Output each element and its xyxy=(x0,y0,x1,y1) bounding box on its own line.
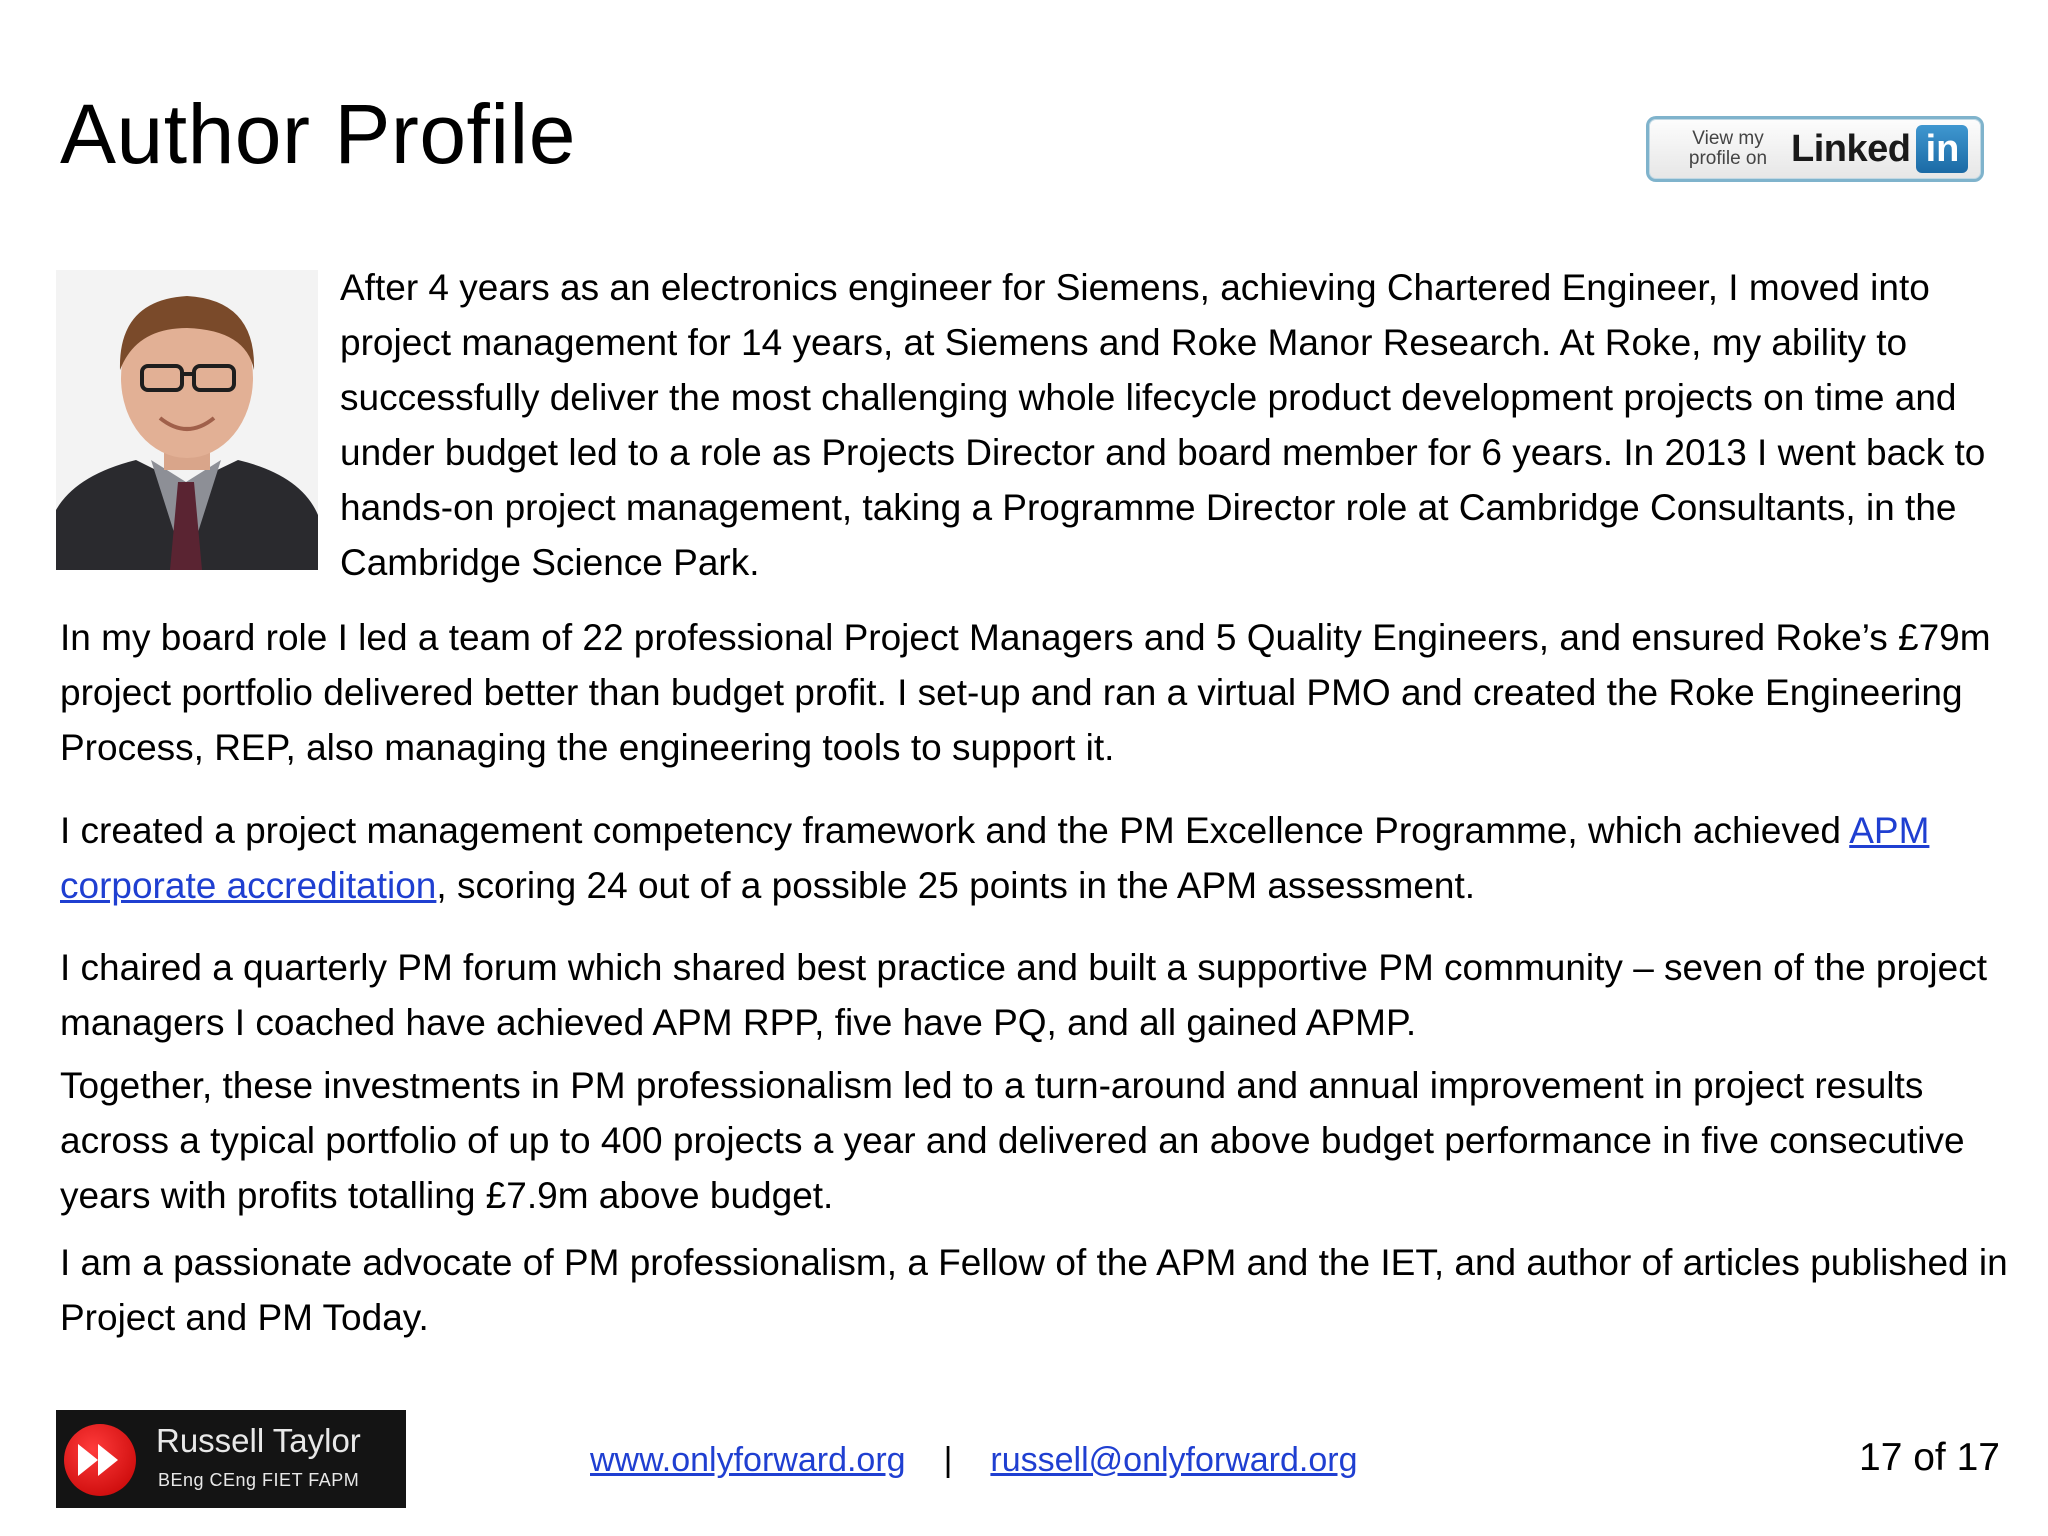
linkedin-caption xyxy=(1673,129,1783,169)
apm-accreditation-link[interactable]: APM corporate accreditation xyxy=(60,810,1930,906)
linkedin-wordmark: Linked xyxy=(1791,127,1911,170)
investments-paragraph xyxy=(60,1058,2020,1223)
page-number: 17 of 17 xyxy=(1859,1436,2000,1479)
competency-text-start: I created a project management competency framework and the PM Excellence Programme, which achieved xyxy=(60,810,1850,851)
author-portrait-image xyxy=(56,270,318,570)
pm-forum-paragraph xyxy=(60,940,2040,1050)
page-title: Author Profile xyxy=(60,87,576,181)
pm-forum-text: I chaired a quarterly PM forum which shared best practice and built a supportive PM community – seven of the project managers I coached have achieved APM RPP, five have PQ, and all gained APMP. xyxy=(60,947,1987,1043)
board-role-paragraph xyxy=(60,610,2020,775)
linkedin-caption-line-1: View my xyxy=(1692,128,1764,149)
logo-credentials: BEng CEng FIET FAPM xyxy=(158,1470,360,1490)
investments-text: Together, these investments in PM professionalism led to a turn-around and annual improvement in project results across a typical portfolio of up to 400 projects a year and delivered an above budget performance in five consecutive years with profits totalling £7.9m above budget. xyxy=(60,1065,1965,1216)
board-role-text: In my board role I led a team of 22 professional Project Managers and 5 Quality Engineers, and ensured Roke’s £79m project portfolio delivered better than budget profit. I set-up and ran a virtual PMO and created the Roke Engineering Process, REP, also managing the engineering tools to support it. xyxy=(60,617,1991,768)
email-link[interactable]: russell@onlyforward.org xyxy=(990,1441,1358,1479)
advocate-paragraph xyxy=(60,1235,2020,1345)
competency-text xyxy=(60,803,2020,913)
linkedin-icon: in xyxy=(1916,125,1968,173)
author-photo xyxy=(56,270,318,570)
competency-paragraph xyxy=(60,803,2020,913)
website-link[interactable]: www.onlyforward.org xyxy=(590,1441,906,1479)
footer-links xyxy=(590,1441,1358,1480)
fast-forward-icon xyxy=(64,1424,136,1496)
intro-text: After 4 years as an electronics engineer for Siemens, achieving Chartered Engineer, I moved into project management for 14 years, at Siemens and Roke Manor Research. At Roke, my ability to successfully deliver the most challenging whole lifecycle product development projects on time and under budget led to a role as Projects Director and board member for 6 years. In 2013 I went back to hands-on project management, taking a Programme Director role at Cambridge Consultants, in the Cambridge Science Park. xyxy=(340,267,1986,583)
linkedin-caption-line-2: profile on xyxy=(1688,148,1768,169)
advocate-text: I am a passionate advocate of PM professionalism, a Fellow of the APM and the IET, and author of articles published in Project and PM Today. xyxy=(60,1242,2008,1338)
logo-name: Russell Taylor xyxy=(156,1422,361,1459)
footer-separator: | xyxy=(943,1441,953,1479)
linkedin-profile-button[interactable] xyxy=(1646,116,1984,182)
fast-forward-glyph xyxy=(64,1424,136,1496)
intro-paragraph xyxy=(340,260,2020,590)
brand-logo xyxy=(56,1410,406,1508)
competency-text-end: , scoring 24 out of a possible 25 points in the APM assessment. xyxy=(436,865,1476,906)
